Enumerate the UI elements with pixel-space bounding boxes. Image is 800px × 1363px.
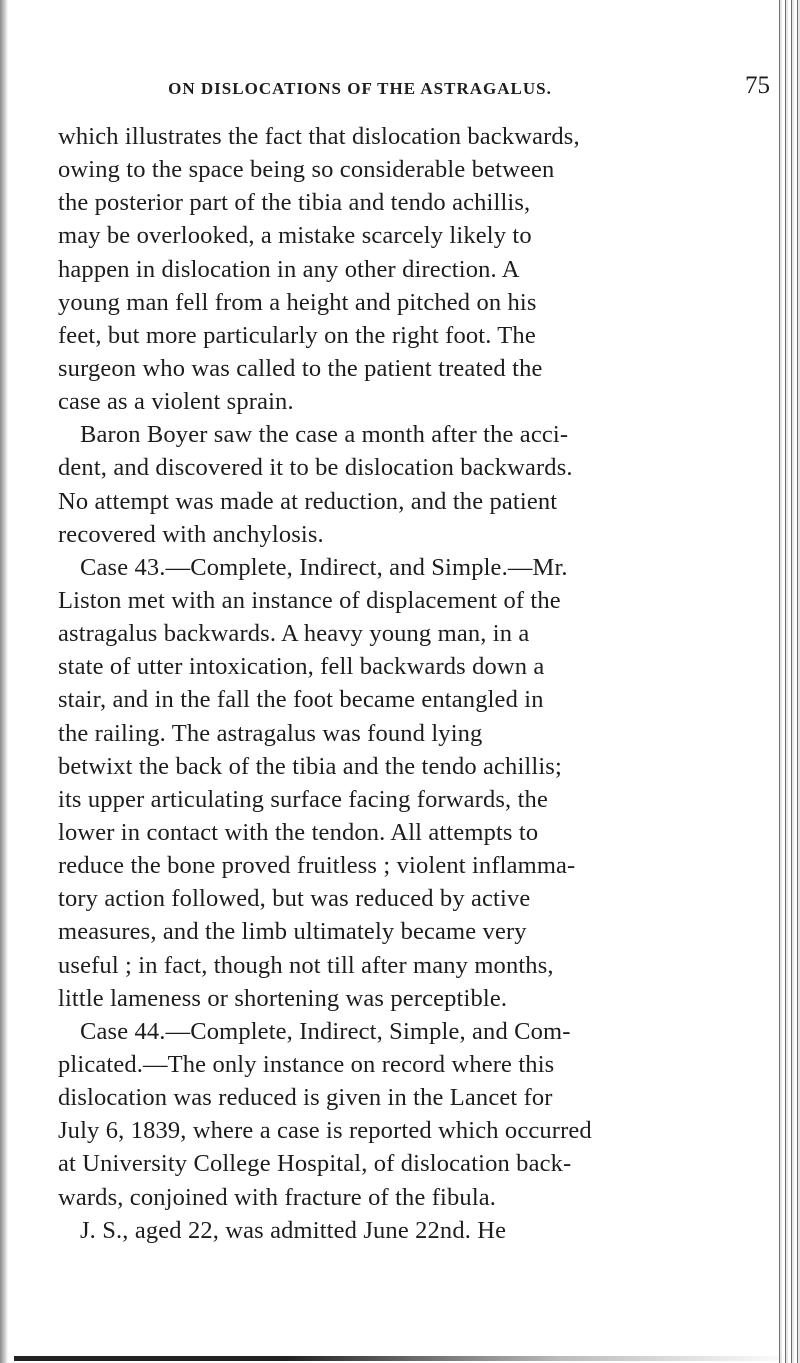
text-line: stair, and in the fall the foot became entangled in (58, 686, 544, 714)
text-line: owing to the space being so considerable between (58, 156, 555, 184)
page-binding-edge (0, 0, 8, 1363)
text-line: plicated.—The only instance on record where this (58, 1050, 555, 1078)
page-bottom-shadow (14, 1356, 794, 1361)
page-fore-edge (776, 0, 800, 1363)
text-line: feet, but more particularly on the right foot. The (58, 321, 536, 349)
text-line: measures, and the limb ultimately became very (58, 918, 527, 946)
case-44-heading-line: Case 44.—Complete, Indirect, Simple, and Com- (80, 1017, 571, 1045)
case-43-heading-line: Case 43.—Complete, Indirect, and Simple.—Mr. (80, 553, 568, 581)
text-line: dislocation was reduced is given in the Lancet for (58, 1084, 553, 1112)
page-number: 75 (745, 72, 770, 99)
text-line: the railing. The astragalus was found lying (58, 719, 483, 747)
text-line: tory action followed, but was reduced by active (58, 885, 531, 913)
text-line: lower in contact with the tendon. All attempts to (58, 818, 539, 846)
text-line: Liston met with an instance of displacement of the (58, 586, 561, 614)
paragraph-start-line: Baron Boyer saw the case a month after the acci- (80, 421, 569, 449)
text-line: the posterior part of the tibia and tendo achillis, (58, 189, 531, 217)
text-line: dent, and discovered it to be dislocation backwards. (58, 454, 573, 482)
text-line: at University College Hospital, of dislocation back- (58, 1150, 572, 1178)
running-head: ON DISLOCATIONS OF THE ASTRAGALUS. (168, 79, 552, 98)
text-line: may be overlooked, a mistake scarcely likely to (58, 222, 532, 250)
text-line: recovered with anchylosis. (58, 520, 324, 548)
text-line: little lameness or shortening was perceptible. (58, 984, 508, 1012)
paragraph-start-line: J. S., aged 22, was admitted June 22nd. He (80, 1216, 507, 1244)
text-line: state of utter intoxication, fell backwards down a (58, 653, 545, 681)
text-line: reduce the bone proved fruitless ; violent inflamma- (58, 852, 576, 880)
text-line: wards, conjoined with fracture of the fibula. (58, 1183, 497, 1211)
text-line: astragalus backwards. A heavy young man, in a (58, 620, 530, 648)
text-line: July 6, 1839, where a case is reported which occurred (58, 1117, 592, 1145)
text-line: surgeon who was called to the patient treated the (58, 354, 543, 382)
text-line: its upper articulating surface facing forwards, the (58, 785, 548, 813)
text-line: betwixt the back of the tibia and the tendo achillis; (58, 752, 562, 780)
body-text (58, 120, 774, 1247)
text-line: No attempt was made at reduction, and the patient (58, 487, 558, 515)
text-line: which illustrates the fact that dislocation backwards, (58, 123, 580, 150)
text-line: happen in dislocation in any other direction. A (58, 255, 520, 283)
text-line: young man fell from a height and pitched on his (58, 288, 537, 316)
text-line: case as a violent sprain. (58, 388, 294, 416)
text-line: useful ; in fact, though not till after many months, (58, 951, 554, 979)
